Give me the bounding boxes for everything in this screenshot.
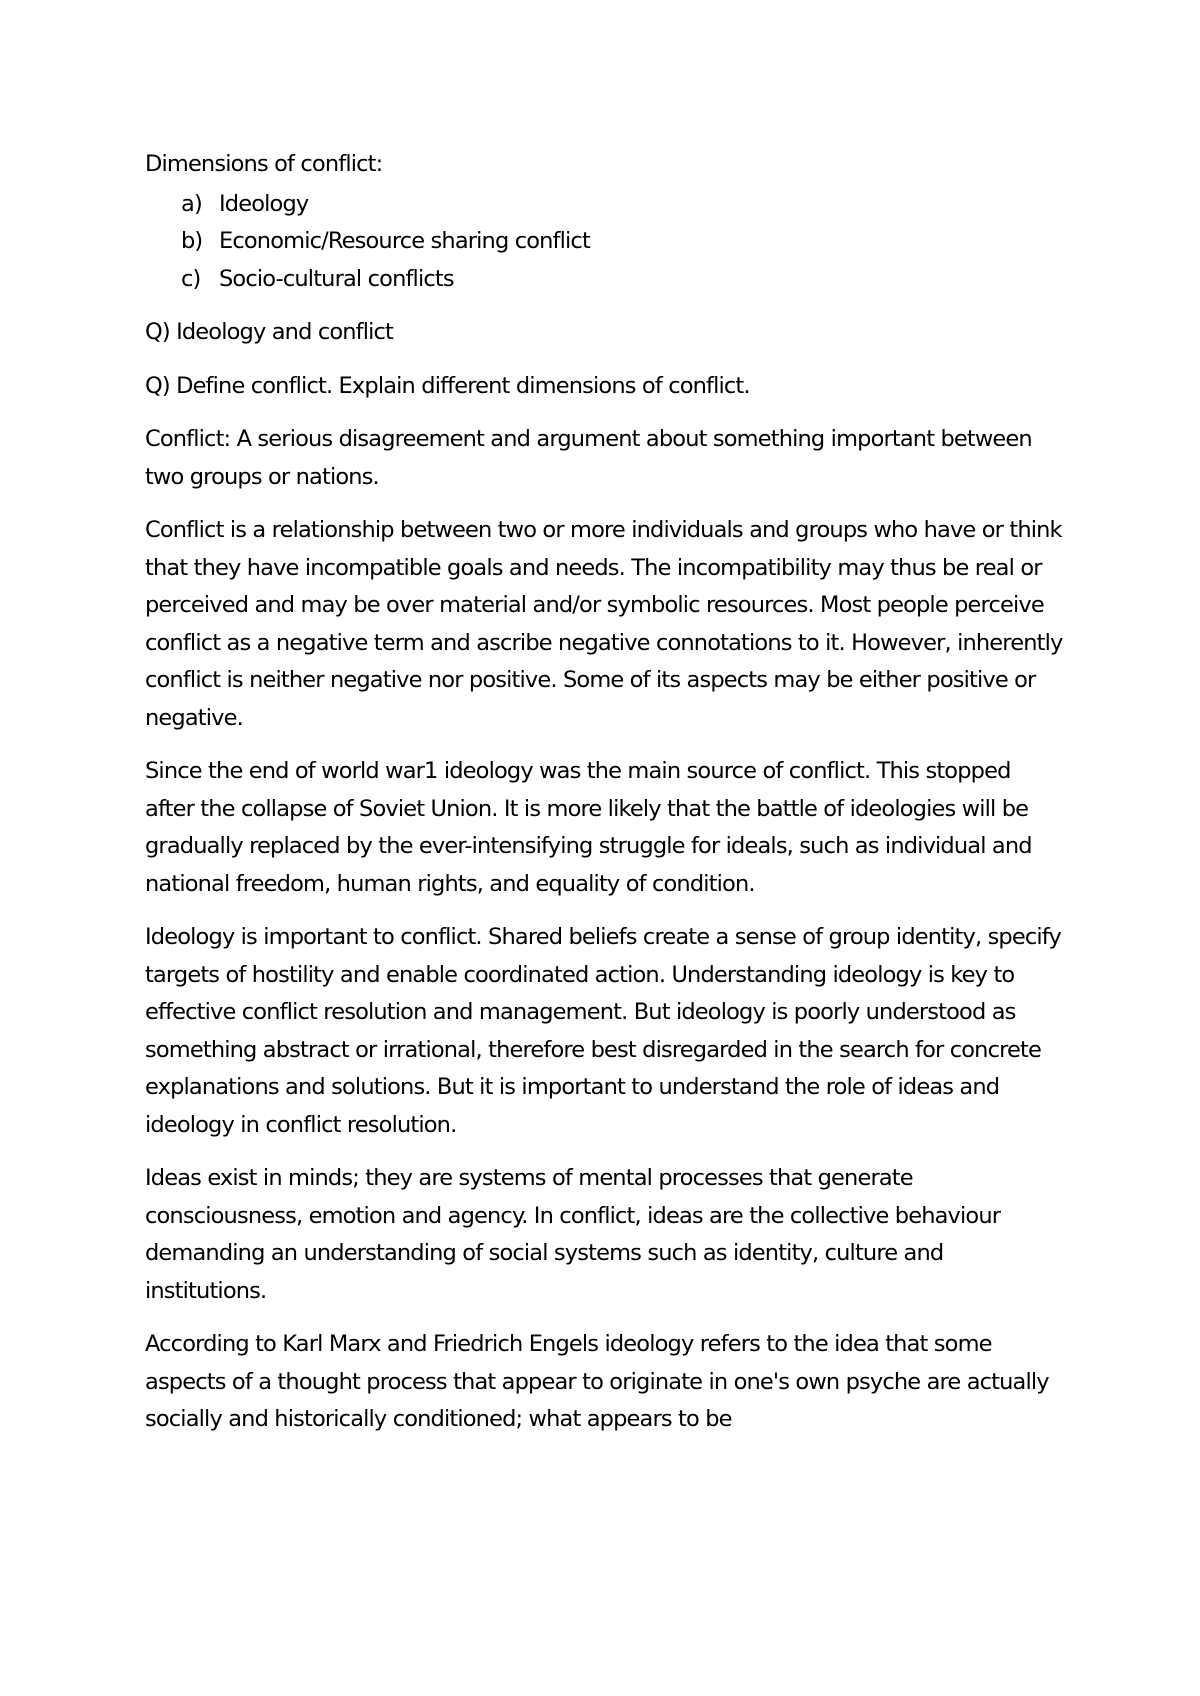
list-item-text: Economic/Resource sharing conflict xyxy=(219,228,590,254)
paragraph-ideology-importance: Ideology is important to conflict. Shared beliefs create a sense of group identity, specify targets of hostility and enable coordinated action. Understanding ideology is key to effective conflict resolution and management. But ideology is poorly understood as something abstract or irrational, therefore best disregarded in the search for concrete explanations and solutions. But it is important to understand the role of ideas and ideology in conflict resolution. xyxy=(145,924,1061,1138)
section-heading: Dimensions of conflict: xyxy=(145,151,383,177)
question-ideology-and-conflict: Q) Ideology and conflict xyxy=(145,319,394,345)
question-define-conflict: Q) Define conflict. Explain different dimensions of conflict. xyxy=(145,372,750,399)
list-marker: b) xyxy=(181,228,203,254)
paragraph-marx-engels: According to Karl Marx and Friedrich Engels ideology refers to the idea that some aspects of a thought process that appear to originate in one's own psyche are actually socially and historically conditioned; what appears to be xyxy=(145,1331,1049,1432)
list-marker: a) xyxy=(181,190,202,217)
list-item xyxy=(181,186,1065,224)
paragraph-conflict-definition: Conflict: A serious disagreement and argument about something important between two groups or nations. xyxy=(145,426,1032,490)
paragraph-conflict-relationship: Conflict is a relationship between two or more individuals and groups who have or think that they have incompatible goals and needs. The incompatibility may thus be real or perceived and may be over material and/or symbolic resources. Most people perceive conflict as a negative term and ascribe negative connotations to it. However, inherently conflict is neither negative nor positive. Some of its aspects may be either positive or negative. xyxy=(145,517,1063,731)
dimensions-list xyxy=(145,186,1065,299)
document-body xyxy=(145,146,1065,1455)
list-item-text: Socio-cultural conflicts xyxy=(219,265,454,292)
paragraph-ideas-in-minds: Ideas exist in minds; they are systems of mental processes that generate consciousness, emotion and agency. In conflict, ideas are the collective behaviour demanding an understanding of social systems such as identity, culture and institutions. xyxy=(145,1165,1001,1304)
list-item xyxy=(181,261,1065,299)
list-item xyxy=(181,223,1065,261)
list-item-text: Ideology xyxy=(219,190,309,217)
paragraph-ideology-history: Since the end of world war1 ideology was the main source of conflict. This stopped after the collapse of Soviet Union. It is more likely that the battle of ideologies will be gradually replaced by the ever-intensifying struggle for ideals, such as individual and national freedom, human rights, and equality of condition. xyxy=(145,758,1032,897)
list-marker: c) xyxy=(181,265,201,292)
